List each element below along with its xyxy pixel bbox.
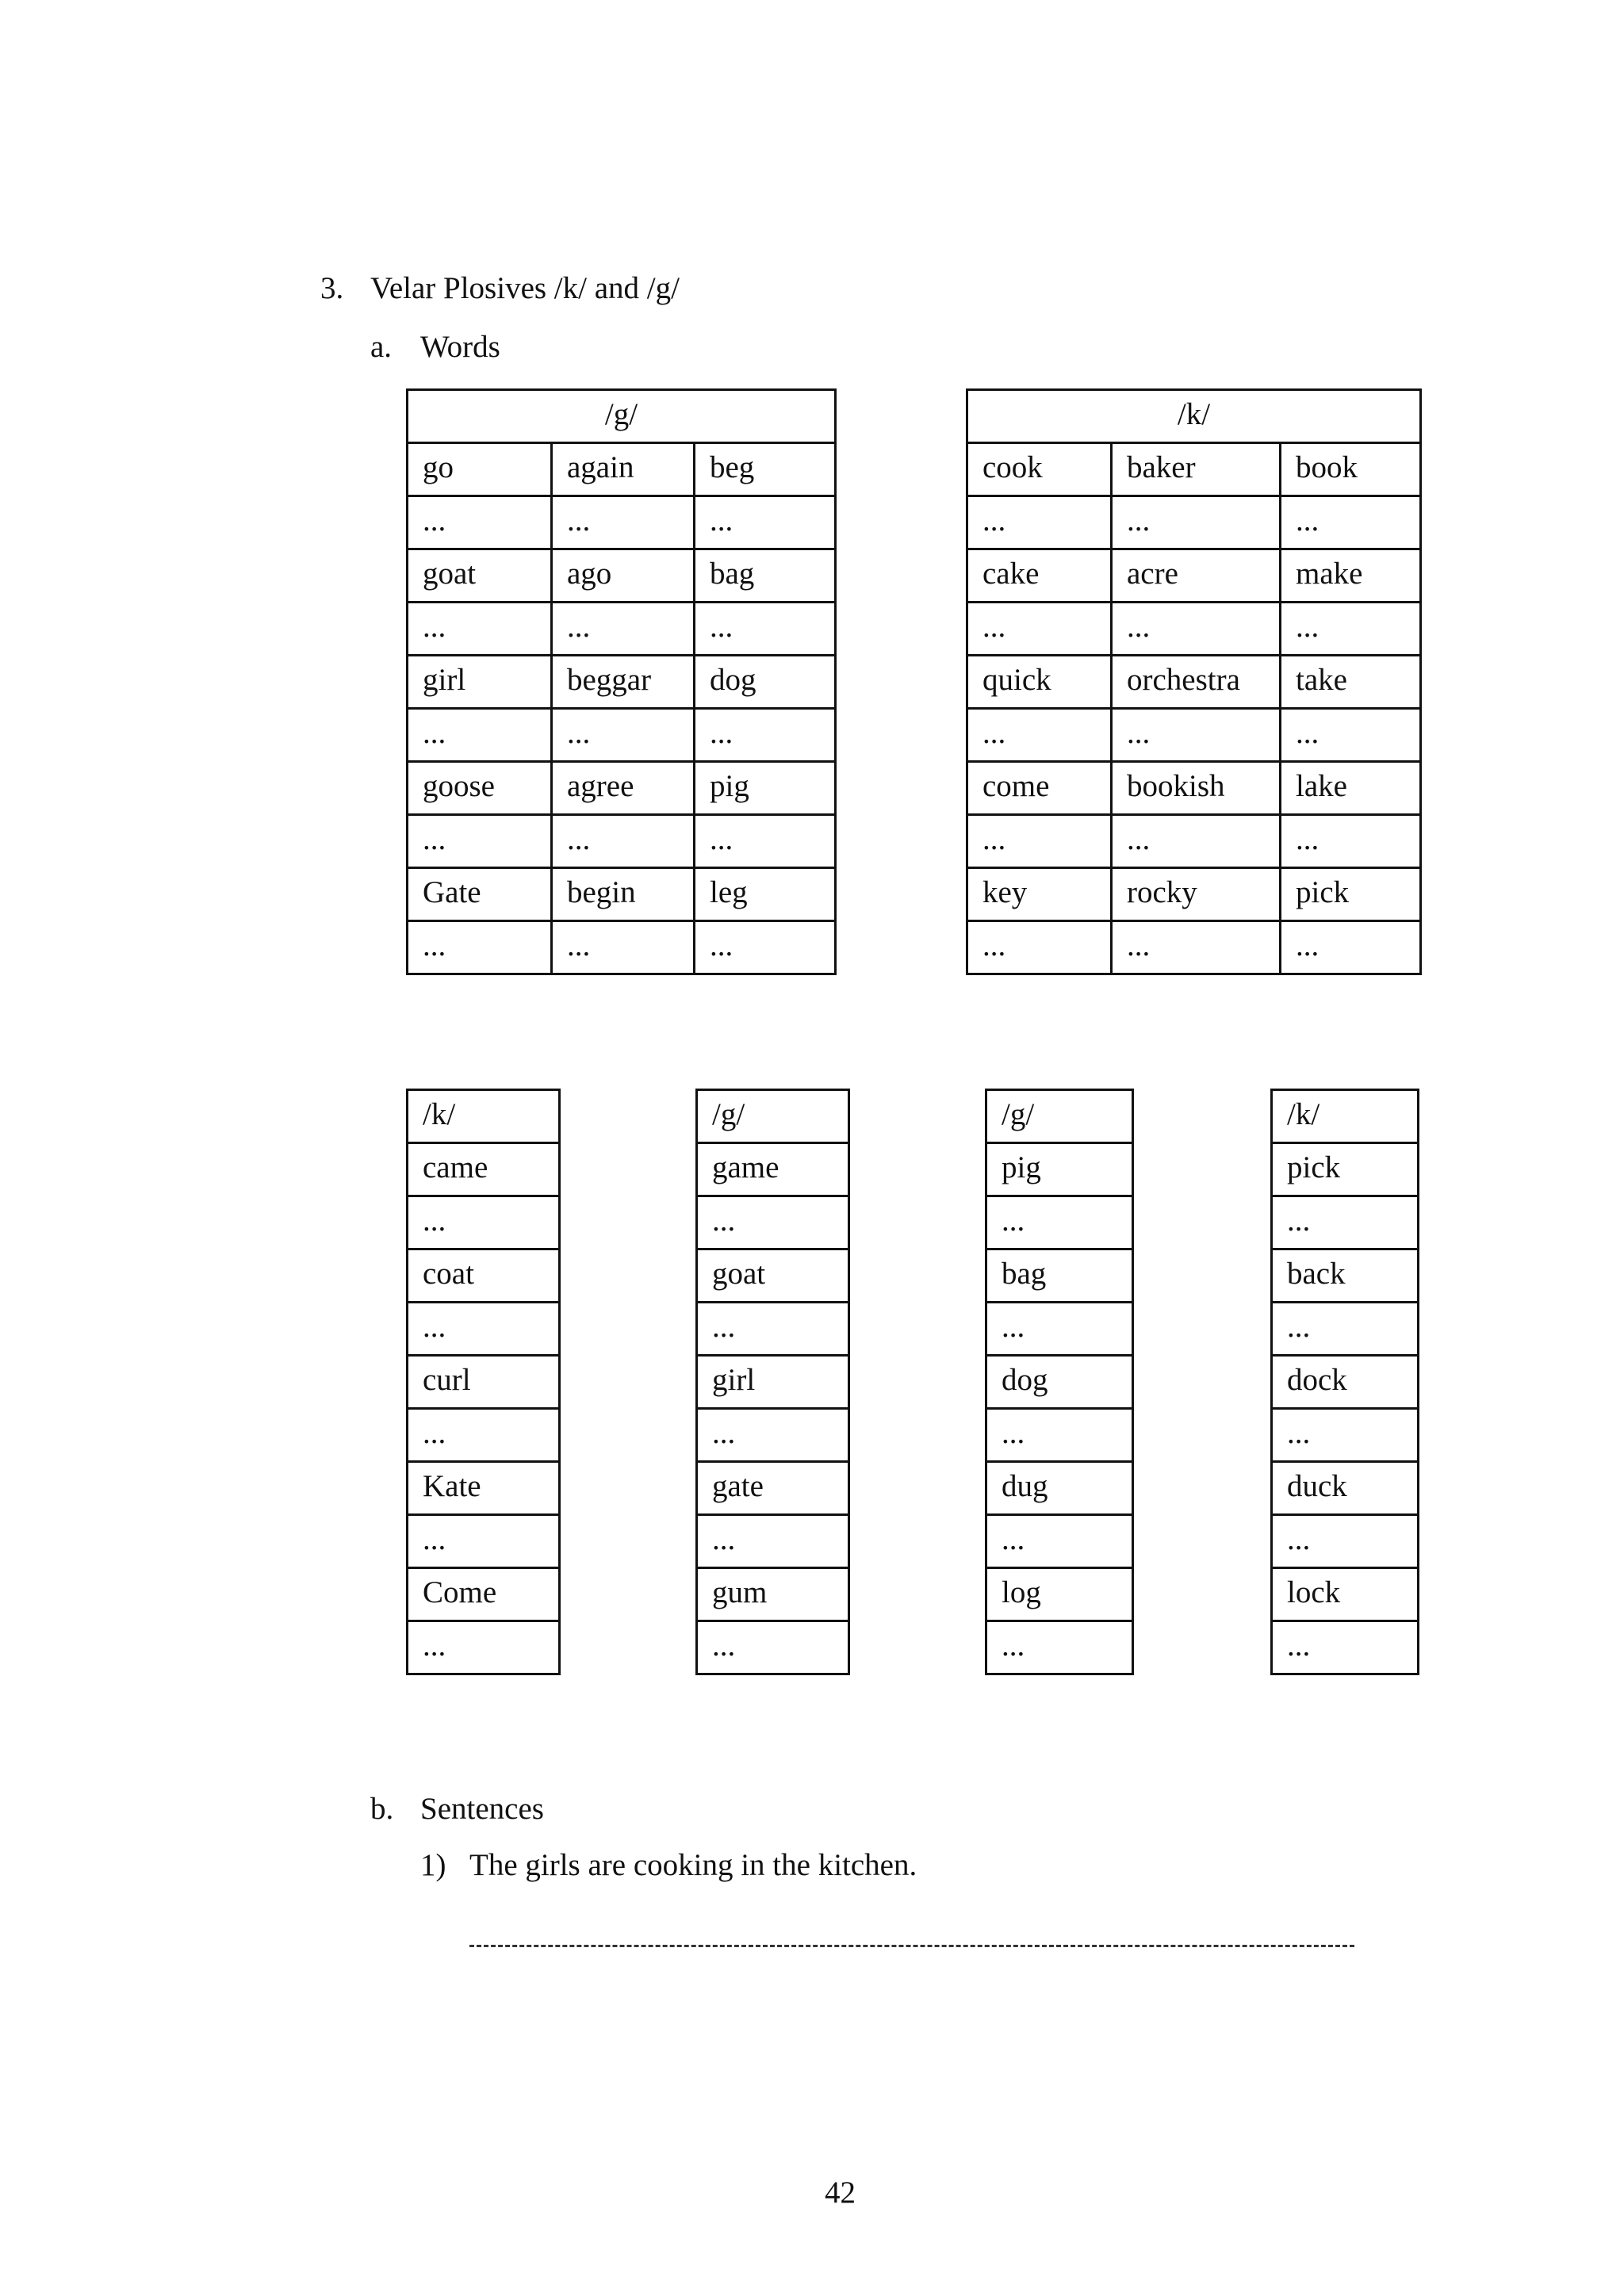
table-cell: ...	[1112, 496, 1281, 549]
table-row	[967, 656, 1421, 709]
table-cell: ...	[986, 1409, 1133, 1462]
table-cell: bookish	[1112, 762, 1281, 815]
table-cell: girl	[408, 656, 552, 709]
table-cell: game	[697, 1143, 849, 1196]
table-header: /k/	[967, 390, 1421, 443]
table-cell: dug	[986, 1462, 1133, 1515]
subsection-a-title: Words	[420, 330, 500, 364]
table-row	[967, 868, 1421, 921]
subsection-a-letter: a.	[370, 330, 393, 364]
table-cell: acre	[1112, 549, 1281, 603]
table-cell: make	[1281, 549, 1421, 603]
table-cell: beg	[695, 443, 836, 496]
table-cell: lake	[1281, 762, 1421, 815]
table-row	[697, 1515, 849, 1568]
table-row	[967, 709, 1421, 762]
table-row	[986, 1409, 1133, 1462]
table-row	[1272, 1409, 1419, 1462]
table-cell: pick	[1272, 1143, 1419, 1196]
table-cell: duck	[1272, 1462, 1419, 1515]
table-row	[986, 1356, 1133, 1409]
table-row	[408, 1356, 560, 1409]
table-cell: log	[986, 1568, 1133, 1621]
table-cell: ...	[408, 709, 552, 762]
table-row	[1272, 1515, 1419, 1568]
table-cell: Kate	[408, 1462, 560, 1515]
table-row	[697, 1409, 849, 1462]
table-row	[697, 1196, 849, 1249]
table-row	[986, 1568, 1133, 1621]
table-cell: ...	[408, 496, 552, 549]
table-cell: book	[1281, 443, 1421, 496]
table-cell: goat	[408, 549, 552, 603]
table-cell: bag	[695, 549, 836, 603]
table-row	[408, 868, 836, 921]
table-cell: ...	[986, 1621, 1133, 1674]
table-row	[408, 1143, 560, 1196]
sentence-text: The girls are cooking in the kitchen.	[469, 1848, 917, 1882]
table-cell: pick	[1281, 868, 1421, 921]
table-cell: ...	[408, 815, 552, 868]
table-cell: ...	[695, 709, 836, 762]
table-cell: rocky	[1112, 868, 1281, 921]
table-cell: ...	[697, 1515, 849, 1568]
table-cell: ...	[552, 603, 695, 656]
table-row	[986, 1621, 1133, 1674]
table-cell: dog	[986, 1356, 1133, 1409]
table-row	[1272, 1196, 1419, 1249]
table-row	[408, 1462, 560, 1515]
table-row	[408, 815, 836, 868]
table-row	[408, 1196, 560, 1249]
table-row	[408, 656, 836, 709]
table-cell: ...	[1272, 1196, 1419, 1249]
table-cell: ...	[1281, 815, 1421, 868]
table-row	[986, 1196, 1133, 1249]
answer-line	[469, 1945, 1354, 1947]
table-row	[697, 1621, 849, 1674]
table-cell: ...	[408, 1515, 560, 1568]
table-cell: quick	[967, 656, 1112, 709]
table-cell: dog	[695, 656, 836, 709]
table-cell: beggar	[552, 656, 695, 709]
table-cell: ...	[695, 815, 836, 868]
table-cell: coat	[408, 1249, 560, 1303]
table-row	[697, 1143, 849, 1196]
table-row	[408, 603, 836, 656]
table-cell: ...	[697, 1621, 849, 1674]
table-cell: cook	[967, 443, 1112, 496]
page-number: 42	[825, 2175, 856, 2210]
table-cell: ...	[408, 921, 552, 974]
pair-table-g-final	[985, 1089, 1134, 1675]
table-cell: ...	[1112, 709, 1281, 762]
table-cell: Gate	[408, 868, 552, 921]
table-header: /g/	[697, 1090, 849, 1143]
table-row	[697, 1462, 849, 1515]
table-cell: ...	[986, 1196, 1133, 1249]
table-cell: begin	[552, 868, 695, 921]
words-table-g	[406, 388, 837, 975]
table-row	[408, 1621, 560, 1674]
table-row	[408, 496, 836, 549]
table-cell: ...	[1112, 921, 1281, 974]
table-cell: ...	[552, 921, 695, 974]
pair-table-k-final	[1270, 1089, 1419, 1675]
table-cell: pig	[986, 1143, 1133, 1196]
table-row	[986, 1462, 1133, 1515]
table-row	[967, 443, 1421, 496]
table-cell: came	[408, 1143, 560, 1196]
section-title: Velar Plosives /k/ and /g/	[370, 271, 680, 305]
table-row	[697, 1303, 849, 1356]
table-cell: ...	[695, 921, 836, 974]
table-row	[408, 1515, 560, 1568]
table-row	[408, 1303, 560, 1356]
table-cell: ...	[967, 921, 1112, 974]
table-header: /k/	[408, 1090, 560, 1143]
subsection-b-title: Sentences	[420, 1792, 544, 1826]
table-row	[986, 1515, 1133, 1568]
table-cell: take	[1281, 656, 1421, 709]
table-cell: ...	[1281, 496, 1421, 549]
table-cell: ...	[408, 1409, 560, 1462]
table-cell: again	[552, 443, 695, 496]
table-cell: goat	[697, 1249, 849, 1303]
table-cell: curl	[408, 1356, 560, 1409]
table-cell: lock	[1272, 1568, 1419, 1621]
table-cell: ago	[552, 549, 695, 603]
table-row	[408, 1249, 560, 1303]
table-row	[408, 1409, 560, 1462]
table-header: /g/	[408, 390, 836, 443]
pair-table-g-initial	[695, 1089, 850, 1675]
table-cell: bag	[986, 1249, 1133, 1303]
table-row	[967, 762, 1421, 815]
table-cell: ...	[967, 603, 1112, 656]
table-cell: pig	[695, 762, 836, 815]
table-cell: gate	[697, 1462, 849, 1515]
table-row	[1272, 1143, 1419, 1196]
table-cell: ...	[697, 1303, 849, 1356]
table-row	[408, 921, 836, 974]
table-cell: goose	[408, 762, 552, 815]
table-row	[986, 1303, 1133, 1356]
table-cell: ...	[408, 1303, 560, 1356]
table-cell: girl	[697, 1356, 849, 1409]
table-cell: ...	[552, 815, 695, 868]
table-row	[1272, 1249, 1419, 1303]
table-row	[1272, 1303, 1419, 1356]
table-cell: ...	[552, 709, 695, 762]
table-row	[408, 549, 836, 603]
table-row	[967, 549, 1421, 603]
table-row	[986, 1249, 1133, 1303]
table-cell: ...	[967, 815, 1112, 868]
section-number: 3.	[320, 271, 344, 305]
words-table-k	[966, 388, 1422, 975]
table-cell: ...	[408, 1196, 560, 1249]
table-cell: ...	[1272, 1515, 1419, 1568]
table-cell: ...	[408, 1621, 560, 1674]
table-row	[408, 1568, 560, 1621]
table-cell: ...	[1281, 709, 1421, 762]
table-row	[967, 921, 1421, 974]
table-row	[408, 709, 836, 762]
table-row	[967, 815, 1421, 868]
table-cell: dock	[1272, 1356, 1419, 1409]
table-cell: ...	[552, 496, 695, 549]
table-header: /k/	[1272, 1090, 1419, 1143]
table-cell: ...	[1272, 1409, 1419, 1462]
table-cell: ...	[697, 1409, 849, 1462]
table-cell: orchestra	[1112, 656, 1281, 709]
table-cell: key	[967, 868, 1112, 921]
table-row	[1272, 1621, 1419, 1674]
table-cell: agree	[552, 762, 695, 815]
table-row	[1272, 1568, 1419, 1621]
table-row	[967, 603, 1421, 656]
table-header: /g/	[986, 1090, 1133, 1143]
table-cell: ...	[1112, 603, 1281, 656]
table-cell: ...	[1272, 1303, 1419, 1356]
subsection-b-letter: b.	[370, 1792, 394, 1826]
table-cell: ...	[408, 603, 552, 656]
table-cell: go	[408, 443, 552, 496]
table-row	[986, 1143, 1133, 1196]
table-row	[697, 1356, 849, 1409]
table-cell: ...	[1281, 921, 1421, 974]
pair-table-k-initial	[406, 1089, 561, 1675]
table-cell: cake	[967, 549, 1112, 603]
table-row	[697, 1249, 849, 1303]
table-cell: ...	[967, 496, 1112, 549]
table-cell: back	[1272, 1249, 1419, 1303]
sentence-number: 1)	[420, 1848, 446, 1882]
table-cell: leg	[695, 868, 836, 921]
table-cell: ...	[695, 603, 836, 656]
table-cell: ...	[986, 1303, 1133, 1356]
table-row	[967, 496, 1421, 549]
table-row	[408, 762, 836, 815]
table-row	[1272, 1356, 1419, 1409]
table-row	[1272, 1462, 1419, 1515]
table-cell: ...	[697, 1196, 849, 1249]
table-cell: ...	[1281, 603, 1421, 656]
table-cell: come	[967, 762, 1112, 815]
table-row	[697, 1568, 849, 1621]
table-cell: ...	[695, 496, 836, 549]
table-cell: baker	[1112, 443, 1281, 496]
table-cell: Come	[408, 1568, 560, 1621]
table-cell: ...	[1112, 815, 1281, 868]
table-cell: ...	[986, 1515, 1133, 1568]
table-cell: ...	[967, 709, 1112, 762]
table-row	[408, 443, 836, 496]
table-cell: gum	[697, 1568, 849, 1621]
table-cell: ...	[1272, 1621, 1419, 1674]
